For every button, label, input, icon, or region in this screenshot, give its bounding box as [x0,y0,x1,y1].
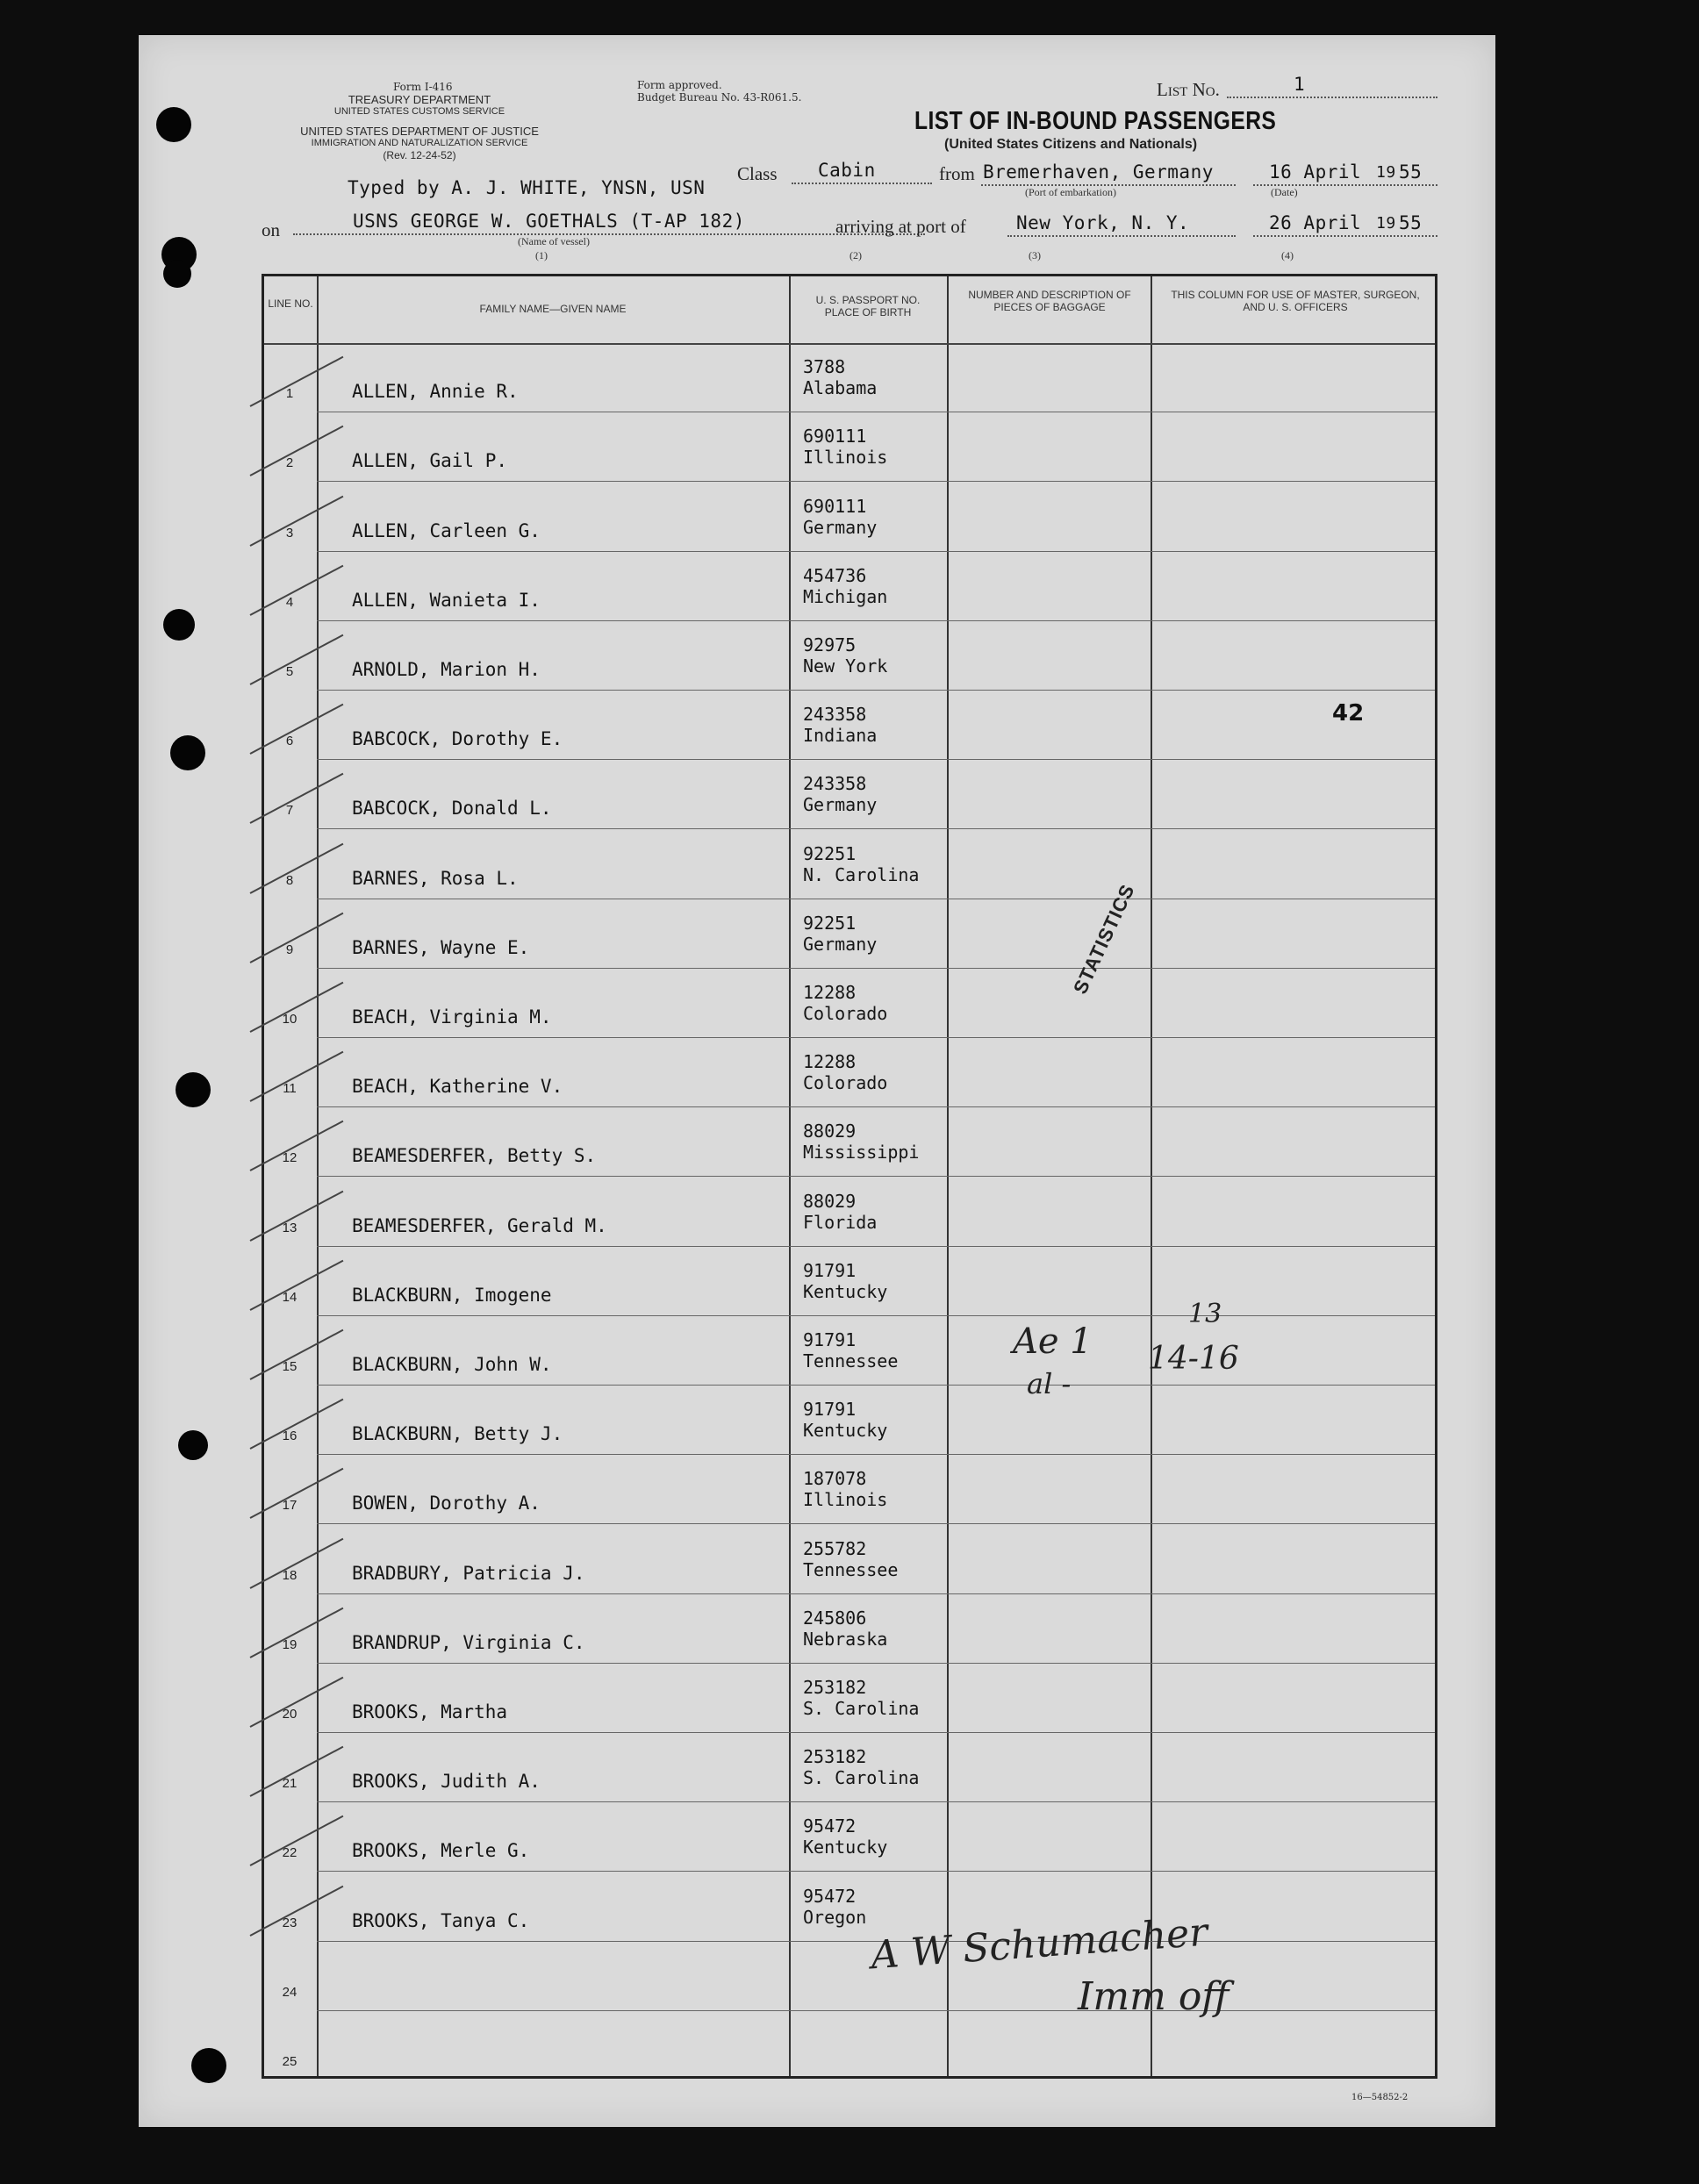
punch-hole [191,2048,226,2083]
line-number: 15 [282,1358,298,1374]
column-number-3: (3) [1029,249,1041,261]
table-row [264,1038,1435,1107]
place-of-birth: Illinois [803,1489,888,1511]
arrival-date: 26 April [1269,212,1362,233]
line-number: 4 [285,594,294,610]
form-approved: Form approved. [637,79,722,91]
passenger-name: BEAMESDERFER, Gerald M. [352,1214,607,1236]
passport-number: 454736 [803,564,867,586]
date-caption: (Date) [1271,186,1298,198]
passenger-name: BLACKBURN, Imogene [352,1284,552,1306]
passenger-manifest-page [139,35,1495,2127]
form-number: Form I-416 [393,81,453,93]
passport-number: 253182 [803,1746,867,1768]
table-row [264,1664,1435,1733]
page-title: LIST OF IN-BOUND PASSENGERS [914,107,1277,135]
department-justice-sub: IMMIGRATION AND NATURALIZATION SERVICE [311,138,528,148]
passport-number: 95472 [803,1885,857,1907]
passport-number: 88029 [803,1121,857,1142]
line-number: 8 [285,872,294,888]
line-number: 2 [285,455,294,471]
passport-number: 243358 [803,704,867,726]
line-number: 11 [283,1081,297,1097]
passenger-name: BLACKBURN, John W. [352,1353,552,1375]
place-of-birth: Germany [803,794,878,816]
table-row [264,1107,1435,1177]
passport-number: 3788 [803,356,846,378]
passenger-name: ALLEN, Carleen G. [352,519,541,541]
table-row [264,412,1435,482]
table-row [264,343,1435,412]
place-of-birth: Colorado [803,1002,888,1024]
passenger-name: ALLEN, Annie R. [352,381,519,403]
line-number: 25 [282,2053,298,2069]
arriving-label: arriving at port of [835,216,966,237]
class-value: Cabin [818,160,876,181]
on-label: on [262,219,280,240]
passenger-name: BROOKS, Merle G. [352,1840,530,1862]
punch-hole [178,1430,208,1460]
table-row [264,1733,1435,1802]
typed-by: Typed by A. J. WHITE, YNSN, USN [348,177,706,198]
passenger-name: ALLEN, Wanieta I. [352,589,541,611]
col-header-baggage: NUMBER AND DESCRIPTION OF PIECES OF BAGGAGE [968,289,1131,313]
col-header-officers: THIS COLUMN FOR USE OF MASTER, SURGEON, AND U. S. OFFICERS [1171,289,1420,313]
arrival-date-line [1253,235,1437,237]
departure-year: 55 [1399,161,1423,183]
passenger-name: BARNES, Rosa L. [352,867,519,889]
line-number: 20 [282,1706,298,1722]
from-label: from [939,163,975,184]
department-treasury-sub: UNITED STATES CUSTOMS SERVICE [333,106,505,117]
place-of-birth: N. Carolina [803,863,920,885]
officer-title: Imm off [1078,1974,1229,2019]
page-subtitle: (United States Citizens and Nationals) [944,137,1198,152]
passport-number: 12288 [803,1051,857,1073]
passenger-name: BARNES, Wayne E. [352,936,530,958]
col-header-passport: U. S. PASSPORT NO. PLACE OF BIRTH [815,294,921,319]
table-row [264,1942,1435,2011]
passport-number: 95472 [803,1815,857,1837]
vessel-caption: (Name of vessel) [518,235,590,247]
line-number: 23 [282,1915,298,1930]
passport-number: 187078 [803,1468,867,1490]
departure-year-prefix: 19 [1376,163,1396,182]
passport-number: 91791 [803,1399,857,1421]
table-row [264,2011,1435,2080]
place-of-birth: Oregon [803,1906,867,1928]
table-row [264,482,1435,551]
place-of-birth: S. Carolina [803,1697,920,1719]
table-row [264,1316,1435,1386]
officer-signature: A W Schumacher [869,1909,1209,1979]
punch-hole [163,609,195,641]
passport-number: 88029 [803,1190,857,1212]
place-of-birth: Michigan [803,585,888,607]
place-of-birth: Kentucky [803,1420,888,1442]
place-of-birth: Tennessee [803,1350,899,1371]
hand-note: Ae 1 [1013,1321,1093,1362]
passport-number: 245806 [803,1607,867,1629]
table-row [264,1594,1435,1664]
table-row [264,1177,1435,1246]
line-number: 10 [282,1011,298,1027]
table-row [264,1802,1435,1872]
passport-number: 12288 [803,981,857,1003]
passenger-name: BEAMESDERFER, Betty S. [352,1145,597,1167]
passenger-name: ARNOLD, Marion H. [352,658,541,680]
arrival-year-prefix: 19 [1376,214,1396,233]
class-label: Class [737,163,778,184]
passenger-name: BRADBURY, Patricia J. [352,1562,585,1584]
place-of-birth: Germany [803,933,878,955]
line-number: 18 [282,1567,298,1583]
passport-number: 92975 [803,634,857,655]
passport-number: 92251 [803,912,857,934]
place-of-birth: Nebraska [803,1628,888,1650]
place-of-birth: Alabama [803,377,878,399]
department-justice: UNITED STATES DEPARTMENT OF JUSTICE [300,125,539,138]
punch-hole [163,260,191,288]
list-no-line [1227,97,1437,98]
place-of-birth: S. Carolina [803,1767,920,1789]
place-of-birth: New York [803,655,888,677]
table-row [264,1872,1435,1941]
passenger-name: BLACKBURN, Betty J. [352,1423,563,1445]
hand-note: al - [1027,1367,1072,1400]
table-row [264,1386,1435,1455]
passport-number: 255782 [803,1537,867,1559]
table-row [264,621,1435,691]
table-row [264,760,1435,829]
passenger-name: BROOKS, Martha [352,1701,508,1722]
budget-bureau: Budget Bureau No. 43-R061.5. [637,91,802,104]
passenger-name: BROOKS, Judith A. [352,1771,541,1793]
list-no: 1 [1294,74,1306,95]
passenger-name: BROOKS, Tanya C. [352,1909,530,1931]
margin-number: 42 [1332,700,1365,727]
line-number: 7 [285,803,294,819]
department-treasury: TREASURY DEPARTMENT [348,93,491,106]
passenger-table [262,274,1437,2079]
passenger-name: BRANDRUP, Virginia C. [352,1631,585,1653]
punch-hole [170,735,205,770]
line-number: 16 [282,1429,298,1444]
table-row [264,899,1435,969]
passport-number: 91791 [803,1259,857,1281]
passport-number: 243358 [803,773,867,795]
place-of-birth: Florida [803,1211,878,1233]
line-number: 21 [282,1776,298,1792]
vessel-name: USNS GEORGE W. GOETHALS (T-AP 182) [353,211,745,232]
table-row [264,1455,1435,1524]
column-number-1: (1) [535,249,548,261]
revision: (Rev. 12-24-52) [383,149,456,161]
passport-number: 91791 [803,1328,857,1350]
table-row [264,552,1435,621]
line-number: 3 [285,525,294,541]
passenger-name: ALLEN, Gail P. [352,450,508,472]
place-of-birth: Kentucky [803,1280,888,1302]
list-no-label: List No. [1157,79,1220,100]
passenger-name: BABCOCK, Dorothy E. [352,728,563,750]
statistics-stamp: STATISTICS [1069,880,1139,998]
place-of-birth: Mississippi [803,1142,920,1164]
passenger-name: BEACH, Katherine V. [352,1076,563,1098]
hand-note: 14-16 [1148,1341,1239,1377]
line-number: 5 [285,663,294,679]
punch-hole [176,1072,211,1107]
line-number: 6 [285,734,294,749]
place-of-birth: Indiana [803,725,878,747]
table-row [264,829,1435,899]
punch-hole [156,107,191,142]
class-line [792,183,932,184]
line-number: 9 [285,942,294,957]
line-number: 19 [282,1636,298,1652]
place-of-birth: Colorado [803,1072,888,1094]
column-number-2: (2) [850,249,862,261]
passport-number: 690111 [803,495,867,517]
table-row [264,691,1435,760]
column-number-4: (4) [1281,249,1294,261]
passenger-name: BEACH, Virginia M. [352,1006,552,1028]
passenger-name: BABCOCK, Donald L. [352,798,552,820]
place-of-birth: Germany [803,516,878,538]
line-number: 1 [285,386,294,402]
passenger-name: BOWEN, Dorothy A. [352,1493,541,1514]
place-of-birth: Tennessee [803,1558,899,1580]
line-number: 13 [282,1220,298,1235]
line-number: 22 [282,1845,298,1861]
passport-number: 253182 [803,1676,867,1698]
line-number: 14 [282,1289,298,1305]
arrival-port: New York, N. Y. [1016,212,1190,233]
place-of-birth: Kentucky [803,1837,888,1858]
table-row [264,1247,1435,1316]
arrival-port-line [1007,235,1236,237]
departure-date: 16 April [1269,161,1362,183]
hand-note: 13 [1188,1299,1222,1329]
footer-code: 16—54852-2 [1351,2093,1409,2102]
vessel-line [293,233,925,235]
col-header-line-no: LINE NO. [268,297,313,310]
line-number: 12 [282,1150,298,1166]
passport-number: 92251 [803,842,857,864]
col-header-name: FAMILY NAME—GIVEN NAME [479,303,627,315]
line-number: 24 [282,1984,298,2000]
table-row [264,1524,1435,1593]
place-of-birth: Illinois [803,447,888,469]
arrival-year: 55 [1399,212,1423,233]
passport-number: 690111 [803,426,867,448]
port-embark-caption: (Port of embarkation) [1025,186,1116,198]
port-of-embarkation: Bremerhaven, Germany [983,161,1214,183]
line-number: 17 [282,1498,298,1514]
table-row [264,969,1435,1038]
